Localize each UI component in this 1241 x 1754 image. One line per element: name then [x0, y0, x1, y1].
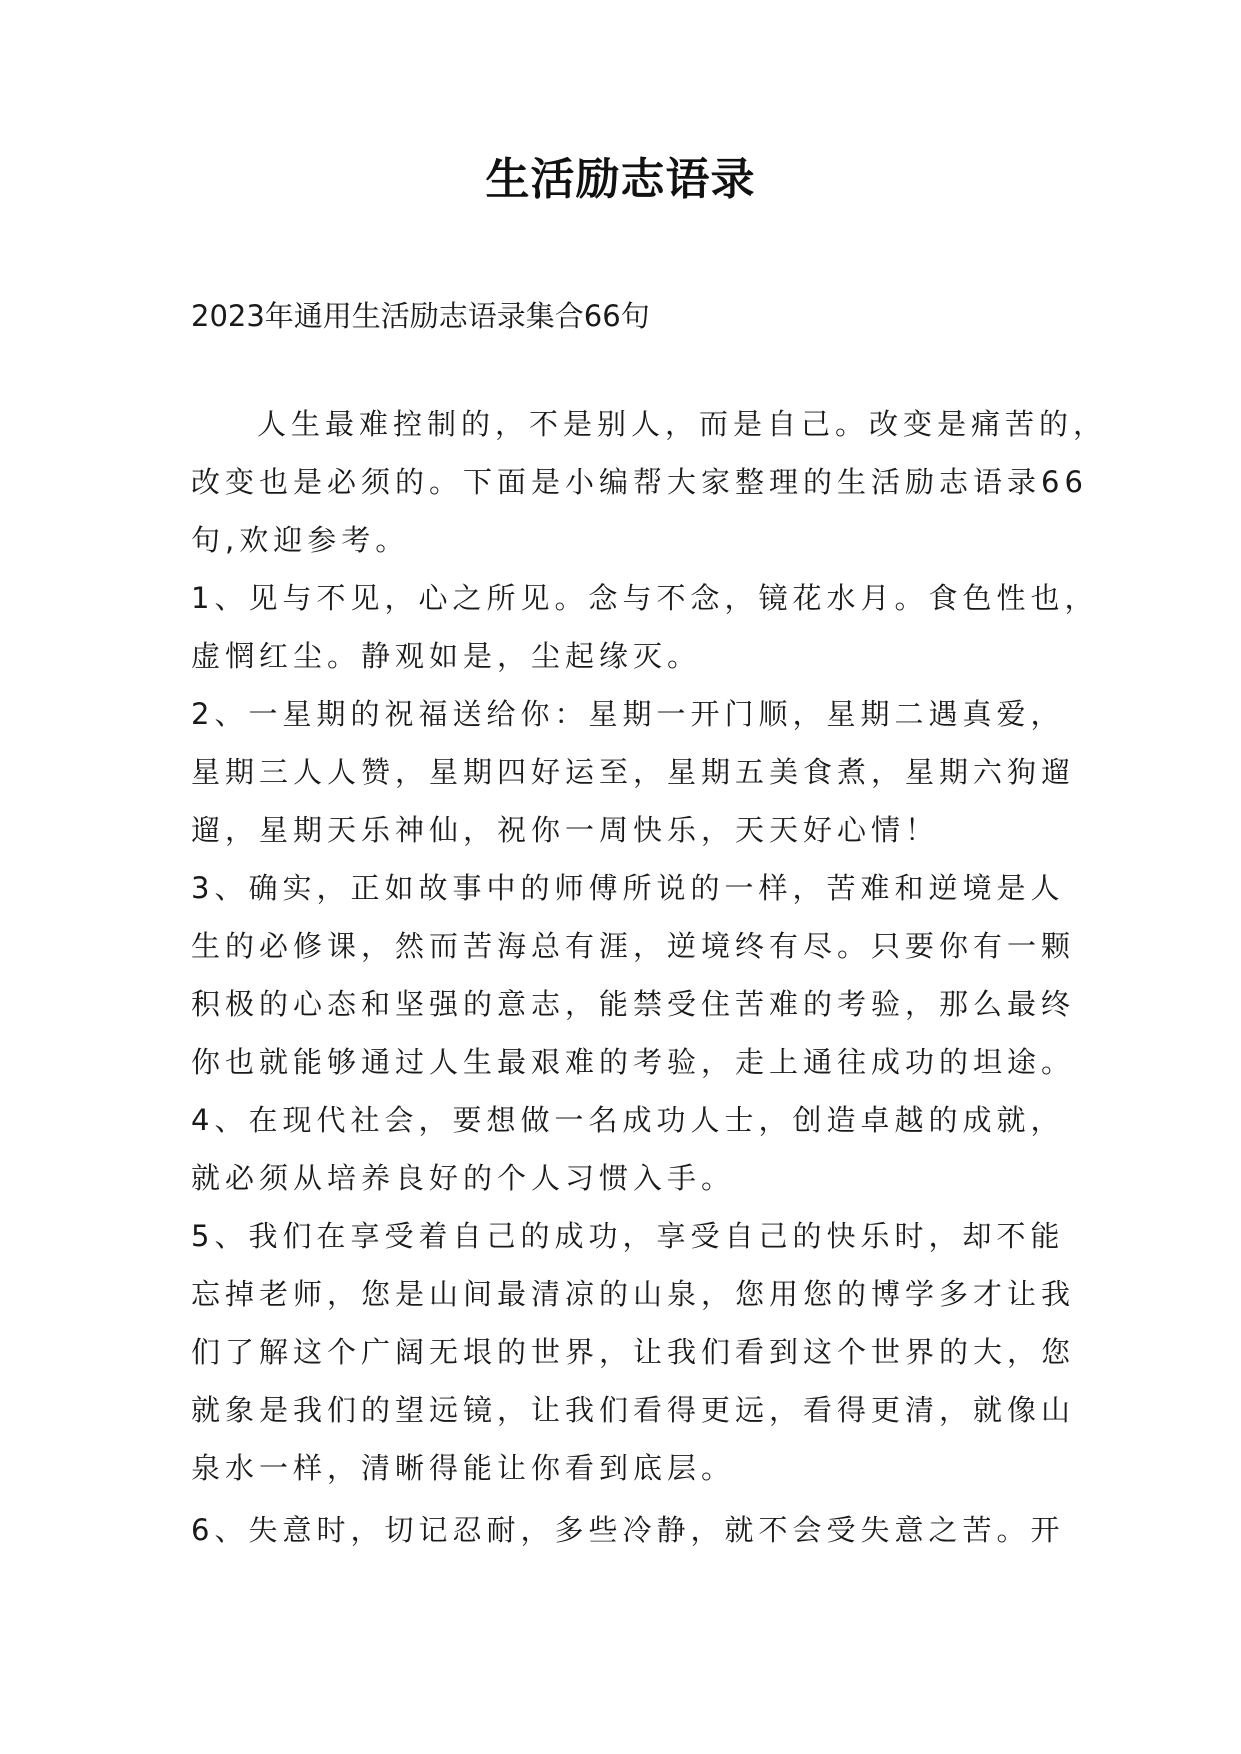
- quote-line: 星期三人人赞，星期四好运至，星期五美食煮，星期六狗遛: [191, 755, 1076, 789]
- intro-line: 句,欢迎参考。: [191, 523, 410, 557]
- quote-line: 生的必修课，然而苦海总有涯，逆境终有尽。只要你有一颗: [191, 929, 1076, 963]
- quote-line: 3、确实，正如故事中的师傅所说的一样，苦难和逆境是人: [191, 871, 1065, 905]
- intro-line: 改变也是必须的。下面是小编帮大家整理的生活励志语录66: [191, 465, 1088, 499]
- quote-line: 1、见与不见，心之所见。念与不念，镜花水月。食色性也，: [191, 581, 1099, 615]
- quote-line: 2、一星期的祝福送给你：星期一开门顺，星期二遇真爱，: [191, 697, 1065, 731]
- document-title: 生活励志语录: [485, 154, 756, 205]
- intro-line: 人生最难控制的，不是别人，而是自己。改变是痛苦的，: [257, 407, 1108, 441]
- quote-line: 遛，星期天乐神仙，祝你一周快乐，天天好心情！: [191, 813, 940, 847]
- quote-line: 们了解这个广阔无垠的世界，让我们看到这个世界的大，您: [191, 1335, 1076, 1369]
- quote-line: 4、在现代社会，要想做一名成功人士，创造卓越的成就，: [191, 1103, 1065, 1137]
- quote-line: 就象是我们的望远镜，让我们看得更远，看得更清，就像山: [191, 1393, 1076, 1427]
- quote-line: 就必须从培养良好的个人习惯入手。: [191, 1161, 736, 1195]
- quote-line: 你也就能够通过人生最艰难的考验，走上通往成功的坦途。: [191, 1045, 1076, 1079]
- quote-line: 积极的心态和坚强的意志，能禁受住苦难的考验，那么最终: [191, 987, 1076, 1021]
- quote-line: 6、失意时，切记忍耐，多些冷静，就不会受失意之苦。开: [191, 1513, 1065, 1547]
- quote-line: 5、我们在享受着自己的成功，享受自己的快乐时，却不能: [191, 1219, 1065, 1253]
- quote-line: 泉水一样，清晰得能让你看到底层。: [191, 1451, 736, 1485]
- document-subtitle: 2023年通用生活励志语录集合66句: [191, 299, 650, 333]
- quote-line: 虚惘红尘。静观如是，尘起缘灭。: [191, 639, 702, 673]
- quote-line: 忘掉老师，您是山间最清凉的山泉，您用您的博学多才让我: [191, 1277, 1076, 1311]
